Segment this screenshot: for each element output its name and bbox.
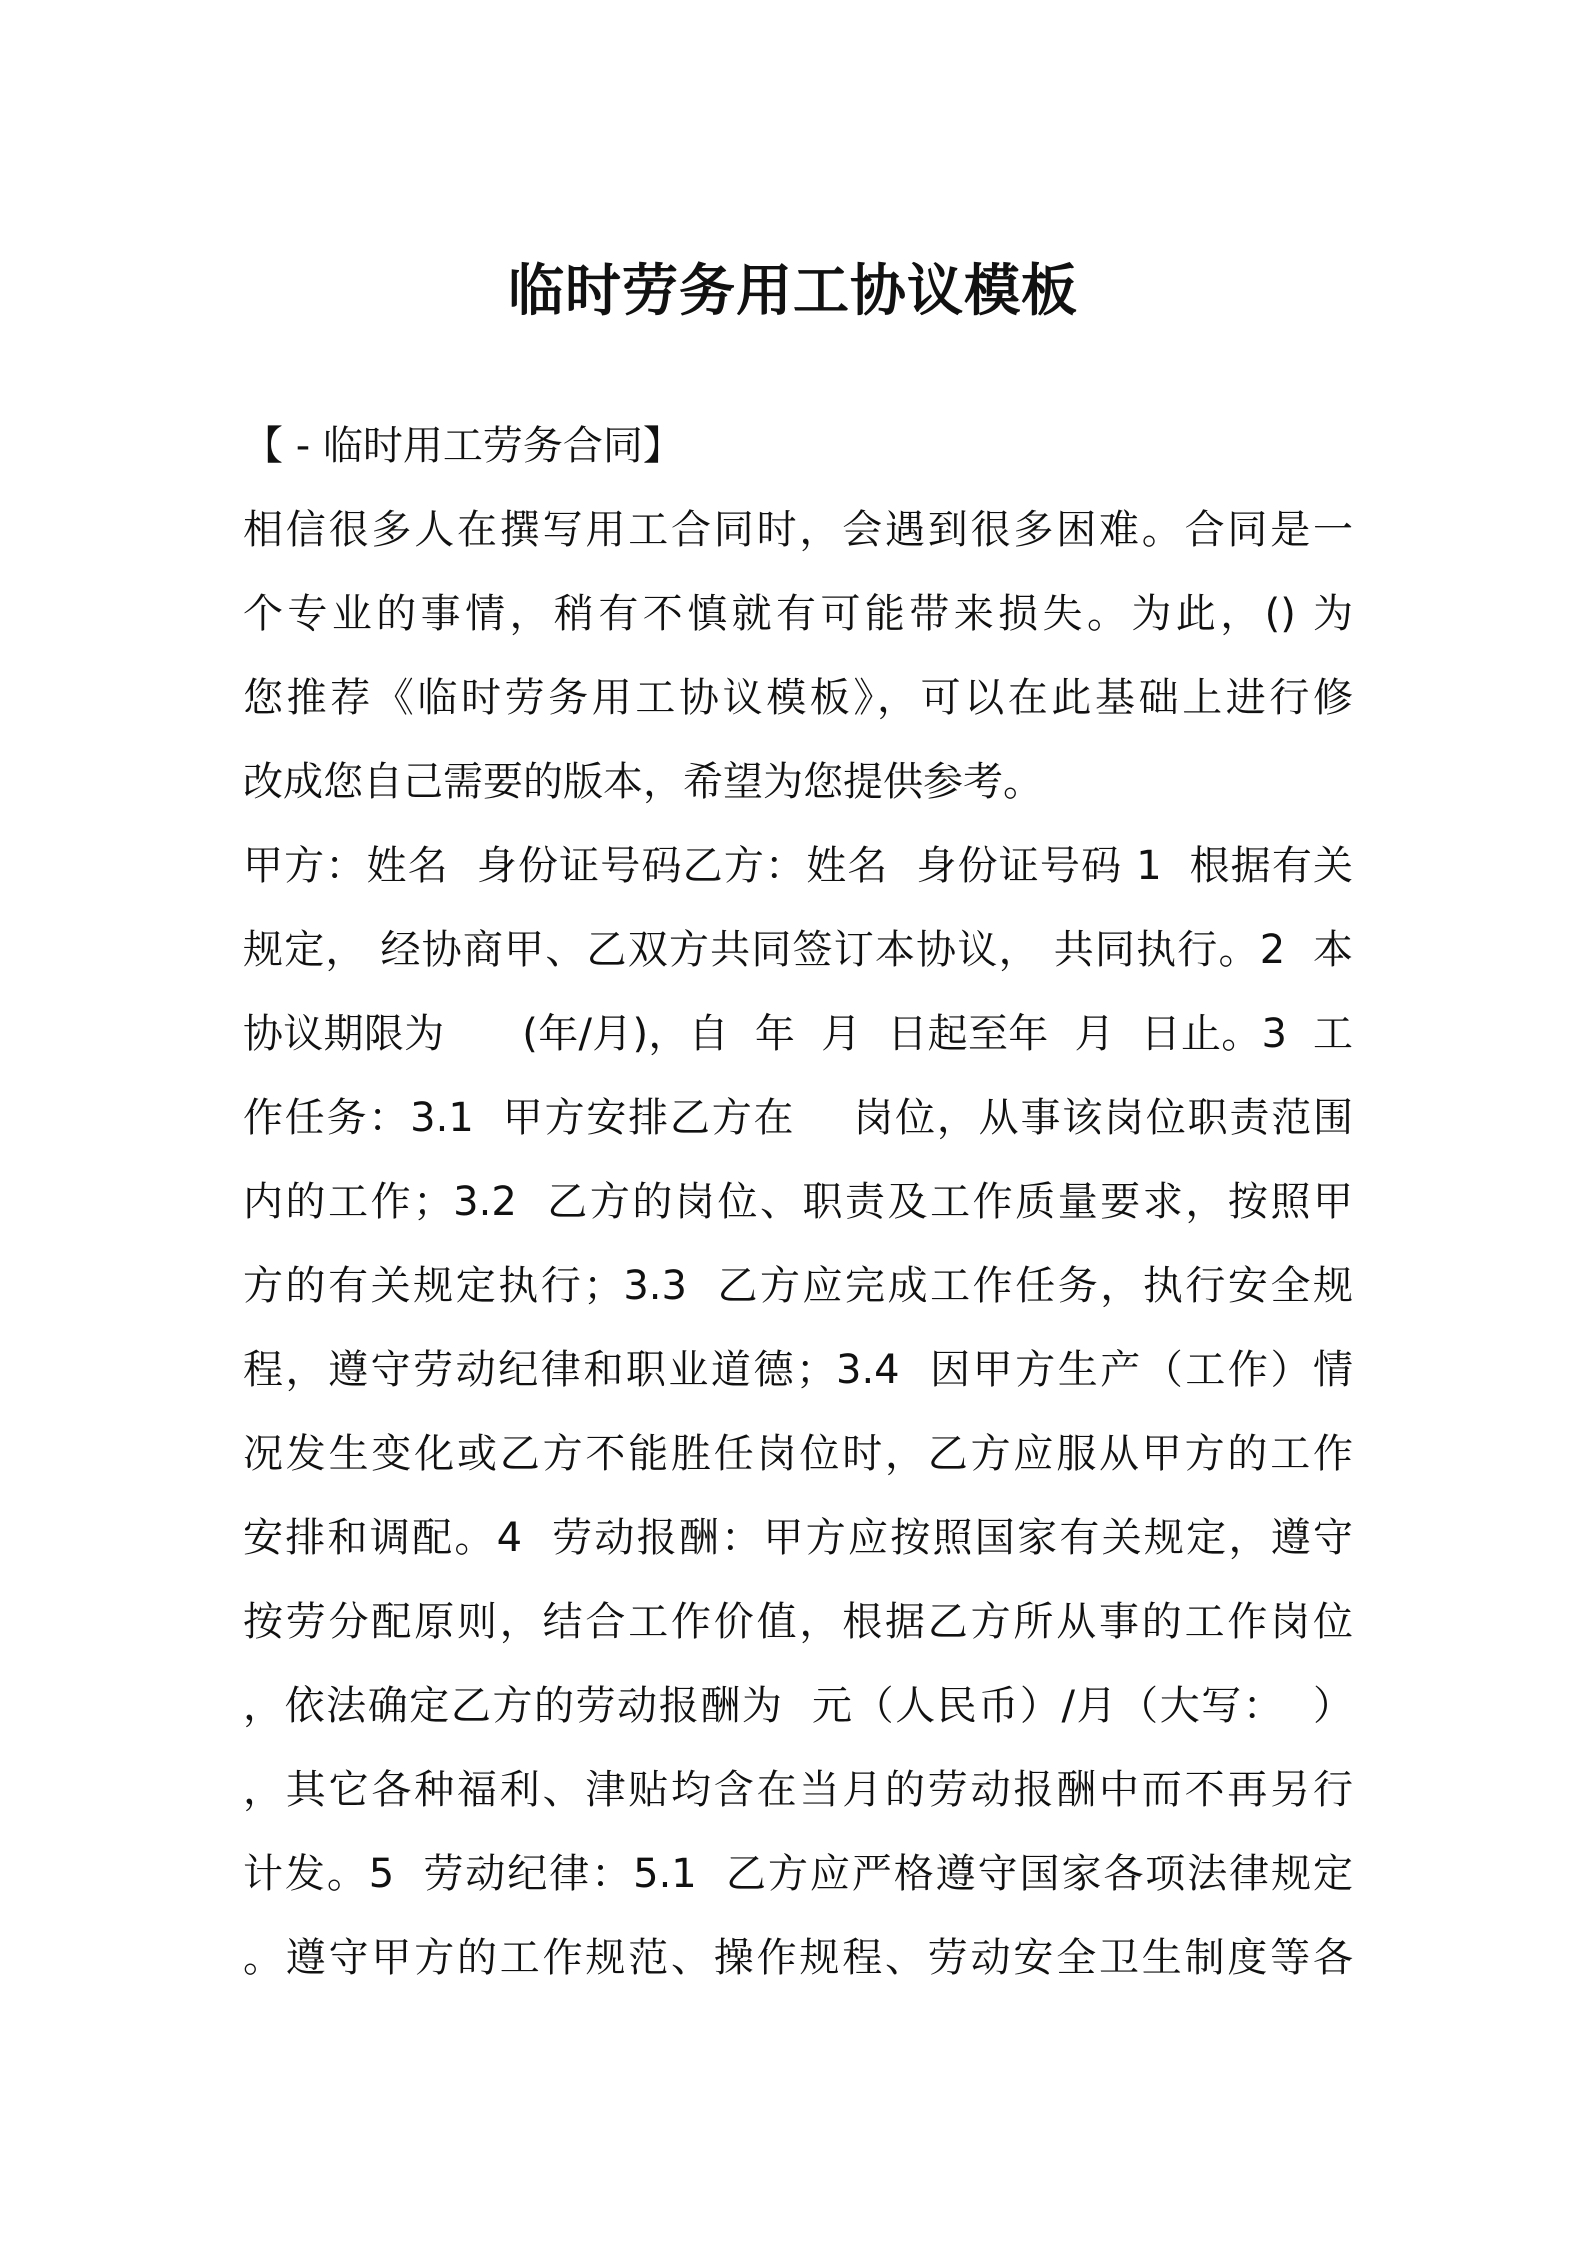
contract-line: 作任务：3.1 甲方安排乙方在 岗位，从事该岗位职责范围 <box>243 1095 1353 1141</box>
contract-line: 内的工作；3.2 乙方的岗位、职责及工作质量要求，按照甲 <box>243 1179 1353 1225</box>
contract-line: ，其它各种福利、津贴均含在当月的劳动报酬中而不再另行 <box>243 1767 1353 1813</box>
contract-line: 规定， 经协商甲、乙双方共同签订本协议， 共同执行。2 本 <box>243 927 1353 973</box>
intro-line: 相信很多人在撰写用工合同时，会遇到很多困难。合同是一 <box>243 507 1353 553</box>
contract-line: 程，遵守劳动纪律和职业道德；3.4 因甲方生产（工作）情 <box>243 1347 1353 1393</box>
contract-line: 按劳分配原则，结合工作价值，根据乙方所从事的工作岗位 <box>243 1599 1353 1645</box>
intro-paragraph <box>243 488 1353 824</box>
contract-line: 甲方：姓名 身份证号码乙方：姓名 身份证号码 1 根据有关 <box>243 843 1353 889</box>
contract-line: 协议期限为 (年/月)，自 年 月 日起至年 月 日止。3 工 <box>243 1011 1353 1057</box>
document-body <box>243 404 1353 2000</box>
intro-line: 个专业的事情，稍有不慎就有可能带来损失。为此，() 为 <box>243 591 1353 637</box>
document-subtitle: 【 - 临时用工劳务合同】 <box>243 423 683 469</box>
contract-line: ，依法确定乙方的劳动报酬为 元（人民币）/月（大写： ） <box>243 1683 1353 1729</box>
contract-line: 安排和调配。4 劳动报酬：甲方应按照国家有关规定，遵守 <box>243 1515 1353 1561</box>
contract-line: 计发。5 劳动纪律：5.1 乙方应严格遵守国家各项法律规定 <box>243 1851 1353 1897</box>
contract-line: 。遵守甲方的工作规范、操作规程、劳动安全卫生制度等各 <box>243 1935 1353 1981</box>
contract-line: 况发生变化或乙方不能胜任岗位时，乙方应服从甲方的工作 <box>243 1431 1353 1477</box>
contract-line: 方的有关规定执行；3.3 乙方应完成工作任务，执行安全规 <box>243 1263 1353 1309</box>
document-title: 临时劳务用工协议模板 <box>508 259 1078 324</box>
intro-line: 改成您自己需要的版本，希望为您提供参考。 <box>243 759 1043 805</box>
intro-line: 您推荐《临时劳务用工协议模板》，可以在此基础上进行修 <box>243 675 1353 721</box>
contract-paragraph <box>243 824 1353 2000</box>
